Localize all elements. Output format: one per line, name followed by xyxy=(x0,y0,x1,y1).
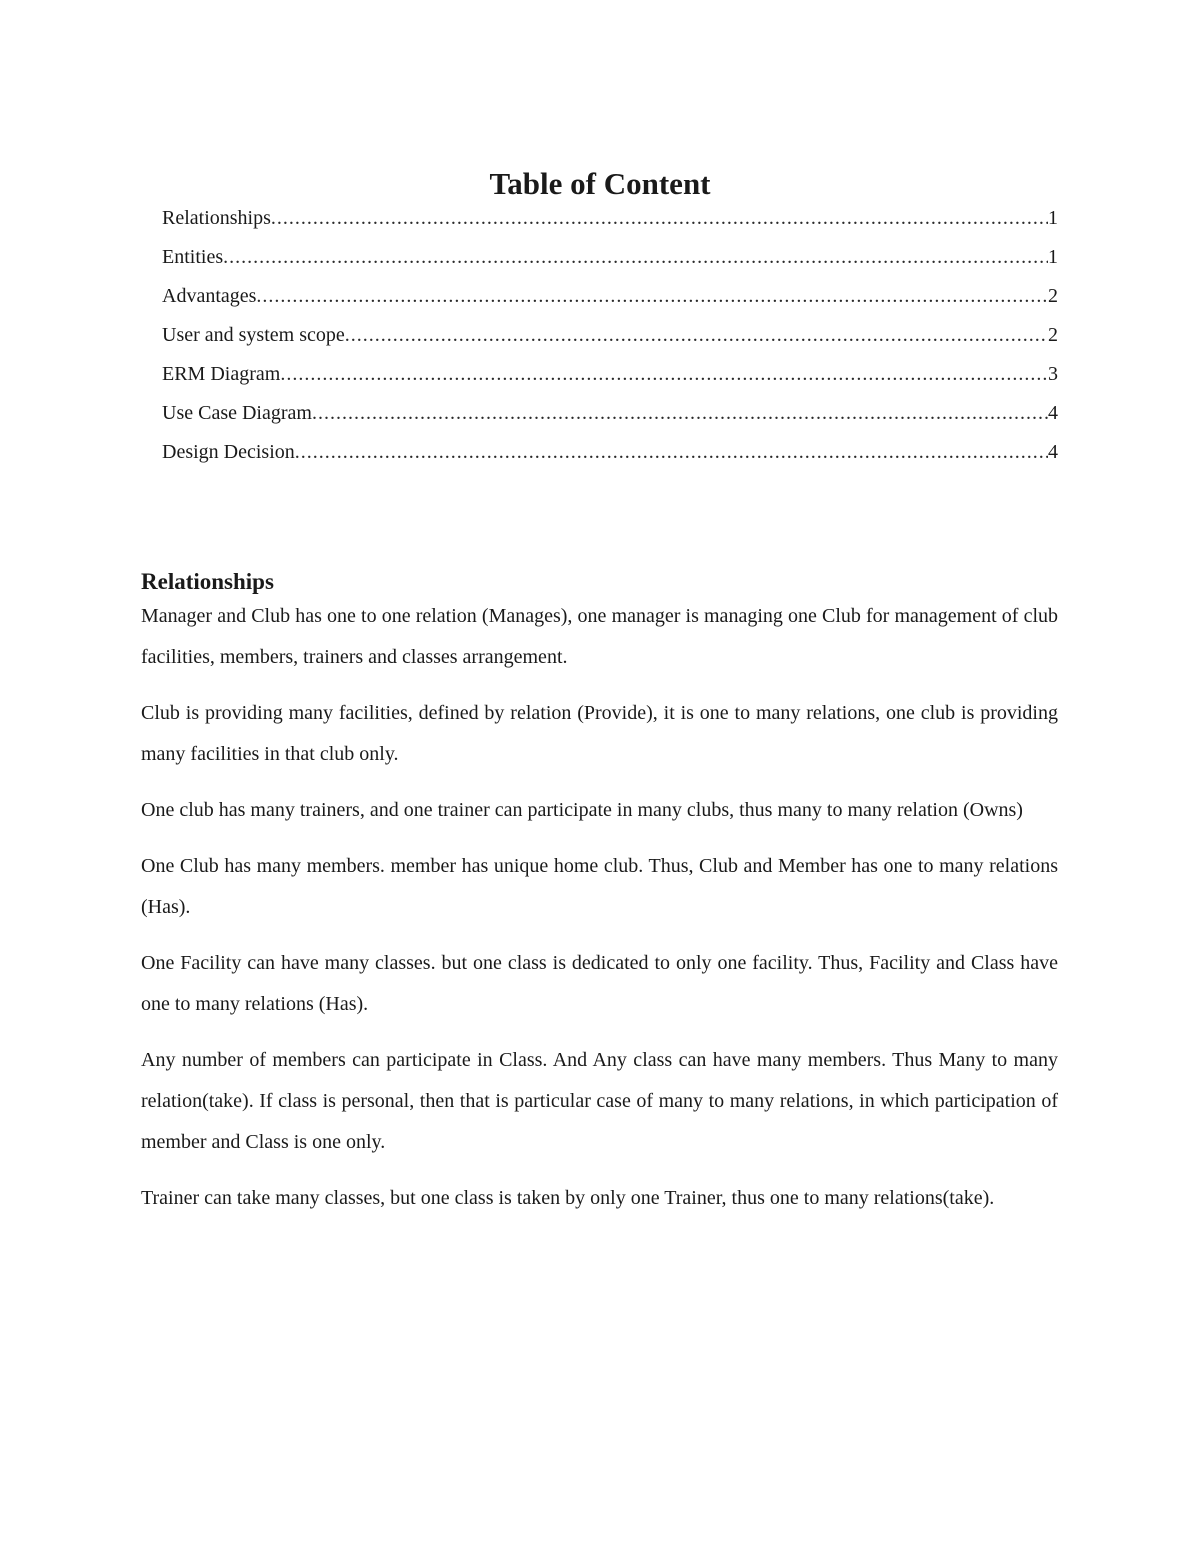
toc-entry-label: Use Case Diagram xyxy=(162,402,312,424)
paragraph: Club is providing many facilities, defined by relation (Provide), it is one to many relations, one club is providing many facilities in that club only. xyxy=(141,702,1058,765)
toc-entry-label: Relationships xyxy=(162,207,271,229)
relationships-body xyxy=(141,596,1058,1234)
toc-entry-page: 1 xyxy=(1048,207,1058,229)
toc-leader-dots xyxy=(312,397,1048,430)
toc-entry-entities[interactable] xyxy=(162,241,1058,280)
toc-entry-page: 1 xyxy=(1048,246,1058,268)
toc-entry-erm-diagram[interactable] xyxy=(162,358,1058,397)
toc-entry-user-and-system-scope[interactable] xyxy=(162,319,1058,358)
toc-entry-page: 3 xyxy=(1048,363,1058,385)
toc-entry-label: Design Decision xyxy=(162,441,295,463)
toc-leader-dots xyxy=(223,241,1048,274)
paragraph: Manager and Club has one to one relation (Manages), one manager is managing one Club for management of club facilities, members, trainers and classes arrangement. xyxy=(141,605,1058,668)
section-heading-relationships: Relationships xyxy=(141,569,274,594)
toc-entry-label: Advantages xyxy=(162,285,257,307)
paragraph: One Facility can have many classes. but one class is dedicated to only one facility. Thus, Facility and Class have one to many relations (Has). xyxy=(141,952,1058,1015)
paragraph: Trainer can take many classes, but one class is taken by only one Trainer, thus one to many relations(take). xyxy=(141,1187,995,1209)
toc-entry-label: User and system scope xyxy=(162,324,345,346)
toc-leader-dots xyxy=(345,319,1048,352)
toc-entry-use-case-diagram[interactable] xyxy=(162,397,1058,436)
toc-leader-dots xyxy=(280,358,1048,391)
toc-leader-dots xyxy=(295,436,1048,469)
toc-entry-page: 4 xyxy=(1048,402,1058,424)
toc-entry-page: 4 xyxy=(1048,441,1058,463)
toc-list xyxy=(162,202,1058,475)
paragraph: One club has many trainers, and one trainer can participate in many clubs, thus many to many relation (Owns) xyxy=(141,799,1023,821)
toc-entry-label: ERM Diagram xyxy=(162,363,281,385)
toc-entry-page: 2 xyxy=(1048,285,1058,307)
toc-entry-relationships[interactable] xyxy=(162,202,1058,241)
toc-entry-label: Entities xyxy=(162,246,224,268)
toc-entry-page: 2 xyxy=(1048,324,1058,346)
paragraph: One Club has many members. member has unique home club. Thus, Club and Member has one to many relations (Has). xyxy=(141,855,1058,918)
toc-entry-advantages[interactable] xyxy=(162,280,1058,319)
paragraph: Any number of members can participate in Class. And Any class can have many members. Thus Many to many relation(take). If class is personal, then that is particular case of many to many relations, in which participation of member and Class is one only. xyxy=(141,1049,1058,1153)
toc-title: Table of Content xyxy=(489,166,711,201)
toc-leader-dots xyxy=(271,202,1048,235)
toc-entry-design-decision[interactable] xyxy=(162,436,1058,475)
toc-leader-dots xyxy=(256,280,1048,313)
